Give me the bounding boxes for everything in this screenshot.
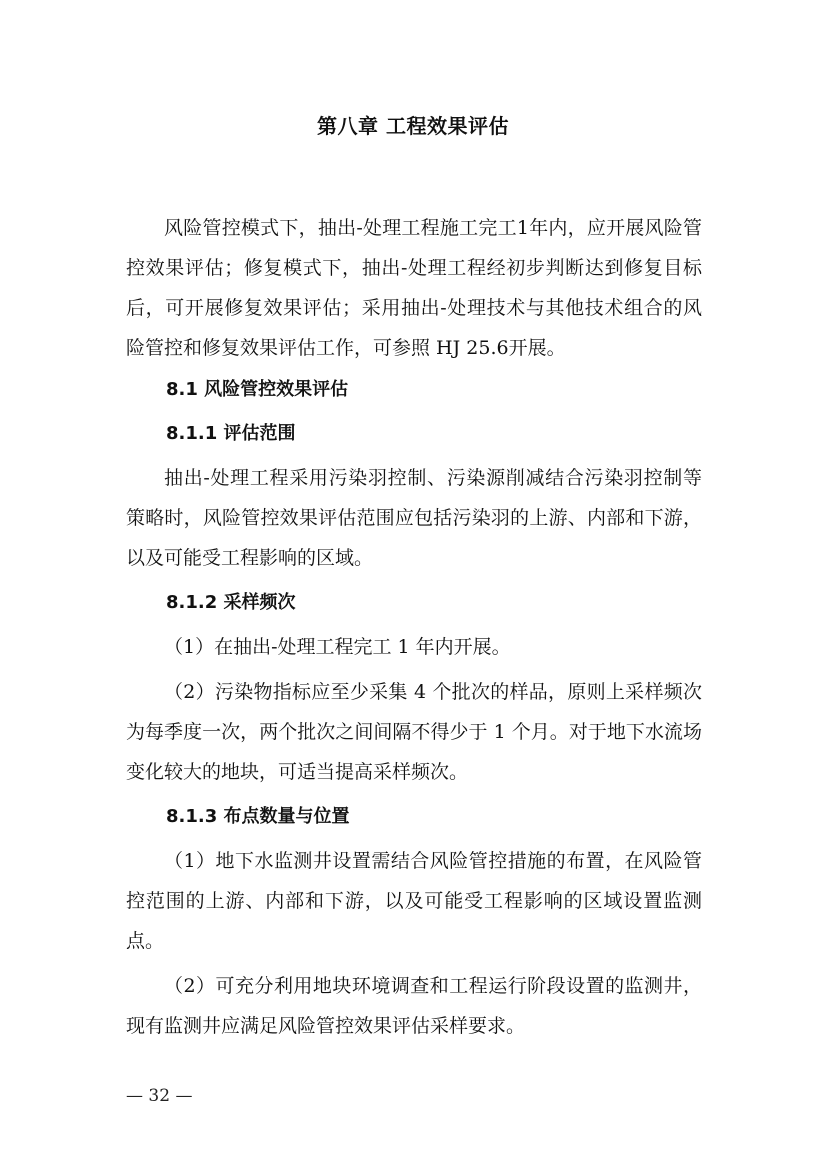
- list-item-8-1-2-1: （1）在抽出-处理工程完工 1 年内开展。: [164, 636, 511, 658]
- list-item-8-1-3-2: （2）可充分利用地块环境调查和工程运行阶段设置的监测井，现有监测井应满足风险管控效果评估采样要求。: [126, 975, 702, 1037]
- chapter-title: 第八章 工程效果评估: [317, 114, 509, 138]
- section-heading-8-1-3: 8.1.3 布点数量与位置: [166, 806, 350, 827]
- page-number: — 32 —: [126, 1086, 193, 1106]
- list-item-8-1-2-2: （2）污染物指标应至少采集 4 个批次的样品，原则上采样频次为每季度一次，两个批次之间间隔不得少于 1 个月。对于地下水流场变化较大的地块，可适当提高采样频次。: [126, 681, 702, 783]
- paragraph-8-1-1: 抽出-处理工程采用污染羽控制、污染源削减结合污染羽控制等策略时，风险管控效果评估范围应包括污染羽的上游、内部和下游，以及可能受工程影响的区域。: [126, 467, 702, 569]
- section-heading-8-1-2: 8.1.2 采样频次: [166, 592, 296, 613]
- intro-paragraph: 风险管控模式下，抽出-处理工程施工完工1年内，应开展风险管控效果评估；修复模式下，抽出-处理工程经初步判断达到修复目标后，可开展修复效果评估；采用抽出-处理技术与其他技术组合的风险管控和修复效果评估工作，可参照 HJ 25.6开展。: [126, 217, 702, 359]
- section-heading-8-1-1: 8.1.1 评估范围: [166, 423, 296, 444]
- list-item-8-1-3-1: （1）地下水监测井设置需结合风险管控措施的布置，在风险管控范围的上游、内部和下游，以及可能受工程影响的区域设置监测点。: [126, 850, 702, 952]
- section-heading-8-1: 8.1 风险管控效果评估: [166, 379, 349, 400]
- document-body: [126, 208, 702, 1051]
